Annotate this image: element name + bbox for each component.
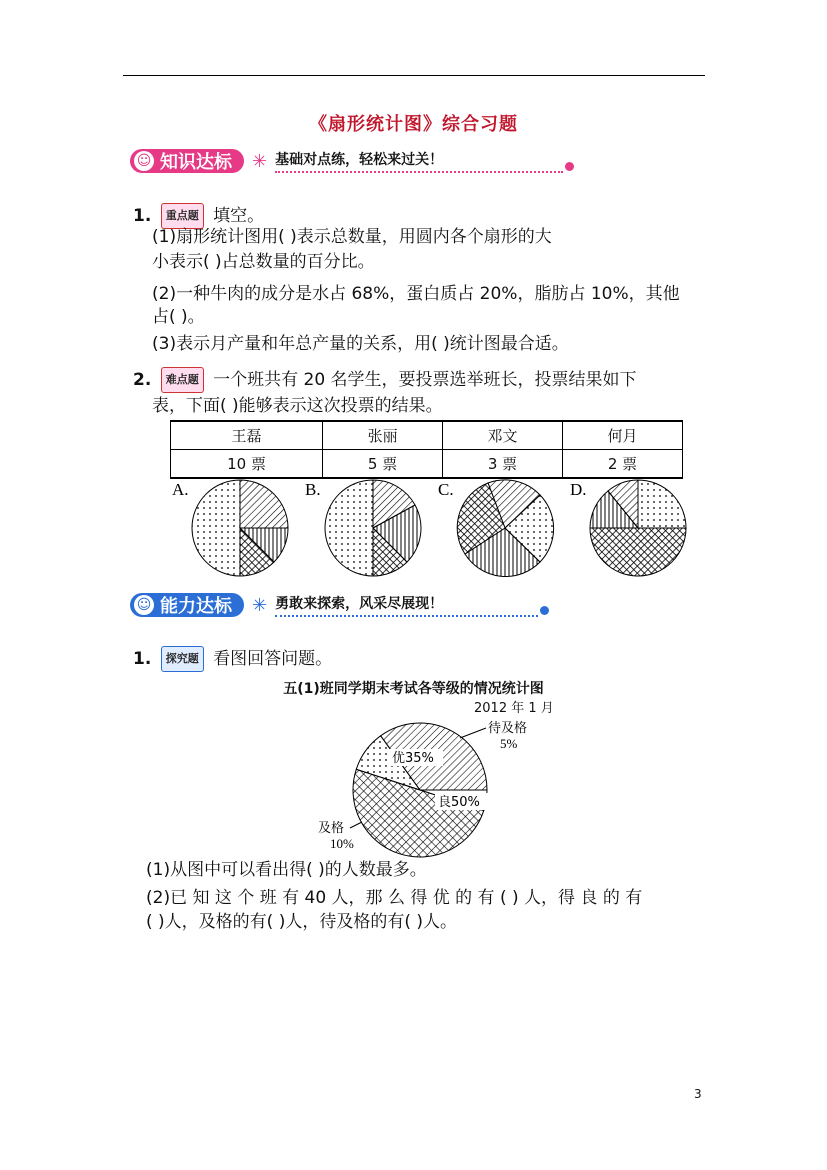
banner-end-dot [565, 162, 574, 171]
section-label-pill [130, 149, 244, 173]
pie-option-d [590, 480, 686, 576]
table-cell: 10 票 [171, 450, 323, 479]
pie-sublabel-待及格: 5% [500, 736, 518, 751]
smile-icon: ☺ [134, 151, 154, 171]
question-number: 2. [133, 370, 152, 390]
leader-line [460, 728, 486, 738]
q3-line-1: (1)从图中可以看出得( )的人数最多。 [146, 860, 427, 880]
option-label-c: C. [438, 480, 454, 499]
q1-line-5: (3)表示月产量和年总产量的关系，用( )统计图最合适。 [152, 334, 569, 354]
grade-pie-chart [300, 710, 560, 860]
pie-label-待及格: 待及格 [488, 721, 528, 736]
key-point-tag: 重点题 [161, 203, 204, 229]
q1-line-2: 小表示( )占总数量的百分比。 [152, 252, 375, 272]
section-banner-knowledge [130, 148, 574, 174]
pie-sublabel-及格: 10% [330, 836, 354, 851]
difficult-point-tag: 难点题 [161, 367, 204, 393]
option-label-a: A. [172, 480, 189, 499]
page-number: 3 [694, 1087, 702, 1101]
question-number: 1. [133, 206, 152, 226]
question-instruction: 看图回答问题。 [213, 649, 333, 669]
pie-option-a [192, 480, 288, 576]
header-rule [123, 75, 705, 76]
question-3-lead [133, 646, 332, 672]
table-cell: 5 票 [323, 450, 443, 479]
table-cell: 3 票 [443, 450, 563, 479]
pie-label-及格: 及格 [318, 821, 345, 836]
section-label: 知识达标 [160, 152, 232, 173]
q1-line-1: (1)扇形统计图用( )表示总数量，用圆内各个扇形的大 [152, 227, 552, 247]
chart-title: 五(1)班同学期末考试各等级的情况统计图 [283, 681, 544, 697]
smile-icon: ☺ [134, 595, 154, 615]
q2-text-1: 一个班共有 20 名学生，要投票选举班长，投票结果如下 [213, 370, 637, 390]
section-slogan: 勇敢来探索，风采尽展现！ [275, 593, 538, 617]
option-label-b: B. [305, 480, 321, 499]
sparkle-icon: ✳ [252, 150, 268, 172]
option-label-d: D. [570, 480, 587, 499]
q1-line-4: 占( )。 [152, 307, 205, 327]
pie-label-良: 良50% [438, 795, 480, 810]
table-cell: 邓文 [443, 421, 563, 450]
page-title: 《扇形统计图》综合习题 [309, 114, 518, 135]
explore-tag: 探究题 [161, 646, 204, 672]
table-cell: 张丽 [323, 421, 443, 450]
question-instruction: 填空。 [213, 206, 265, 226]
banner-end-dot [540, 606, 549, 615]
q3-line-3: ( )人，及格的有( )人，待及格的有( )人。 [146, 912, 458, 932]
q3-line-2: (2)已 知 这 个 班 有 40 人，那 么 得 优 的 有 ( ) 人，得 良 的 有 [146, 888, 643, 908]
leader-line [350, 822, 362, 828]
question-2-line-1 [133, 367, 637, 393]
sparkle-icon: ✳ [252, 594, 268, 616]
section-slogan: 基础对点练，轻松来过关！ [275, 149, 563, 173]
table-row [171, 421, 683, 450]
section-label: 能力达标 [160, 596, 232, 617]
q2-line-2: 表，下面( )能够表示这次投票的结果。 [152, 396, 443, 416]
table-cell: 王磊 [171, 421, 323, 450]
pie-option-c [457, 480, 553, 577]
table-cell: 2 票 [563, 450, 683, 479]
section-banner-ability [130, 592, 549, 618]
pie-option-b [325, 480, 421, 576]
section-label-pill [130, 593, 244, 617]
question-number: 1. [133, 649, 152, 669]
q1-line-3: (2)一种牛肉的成分是水占 68%，蛋白质占 20%，脂肪占 10%，其他 [152, 284, 680, 304]
table-cell: 何月 [563, 421, 683, 450]
pie-label-优: 优35% [392, 751, 434, 766]
option-pies [160, 470, 700, 580]
chart-date: 2012 年 1 月 [474, 701, 554, 716]
